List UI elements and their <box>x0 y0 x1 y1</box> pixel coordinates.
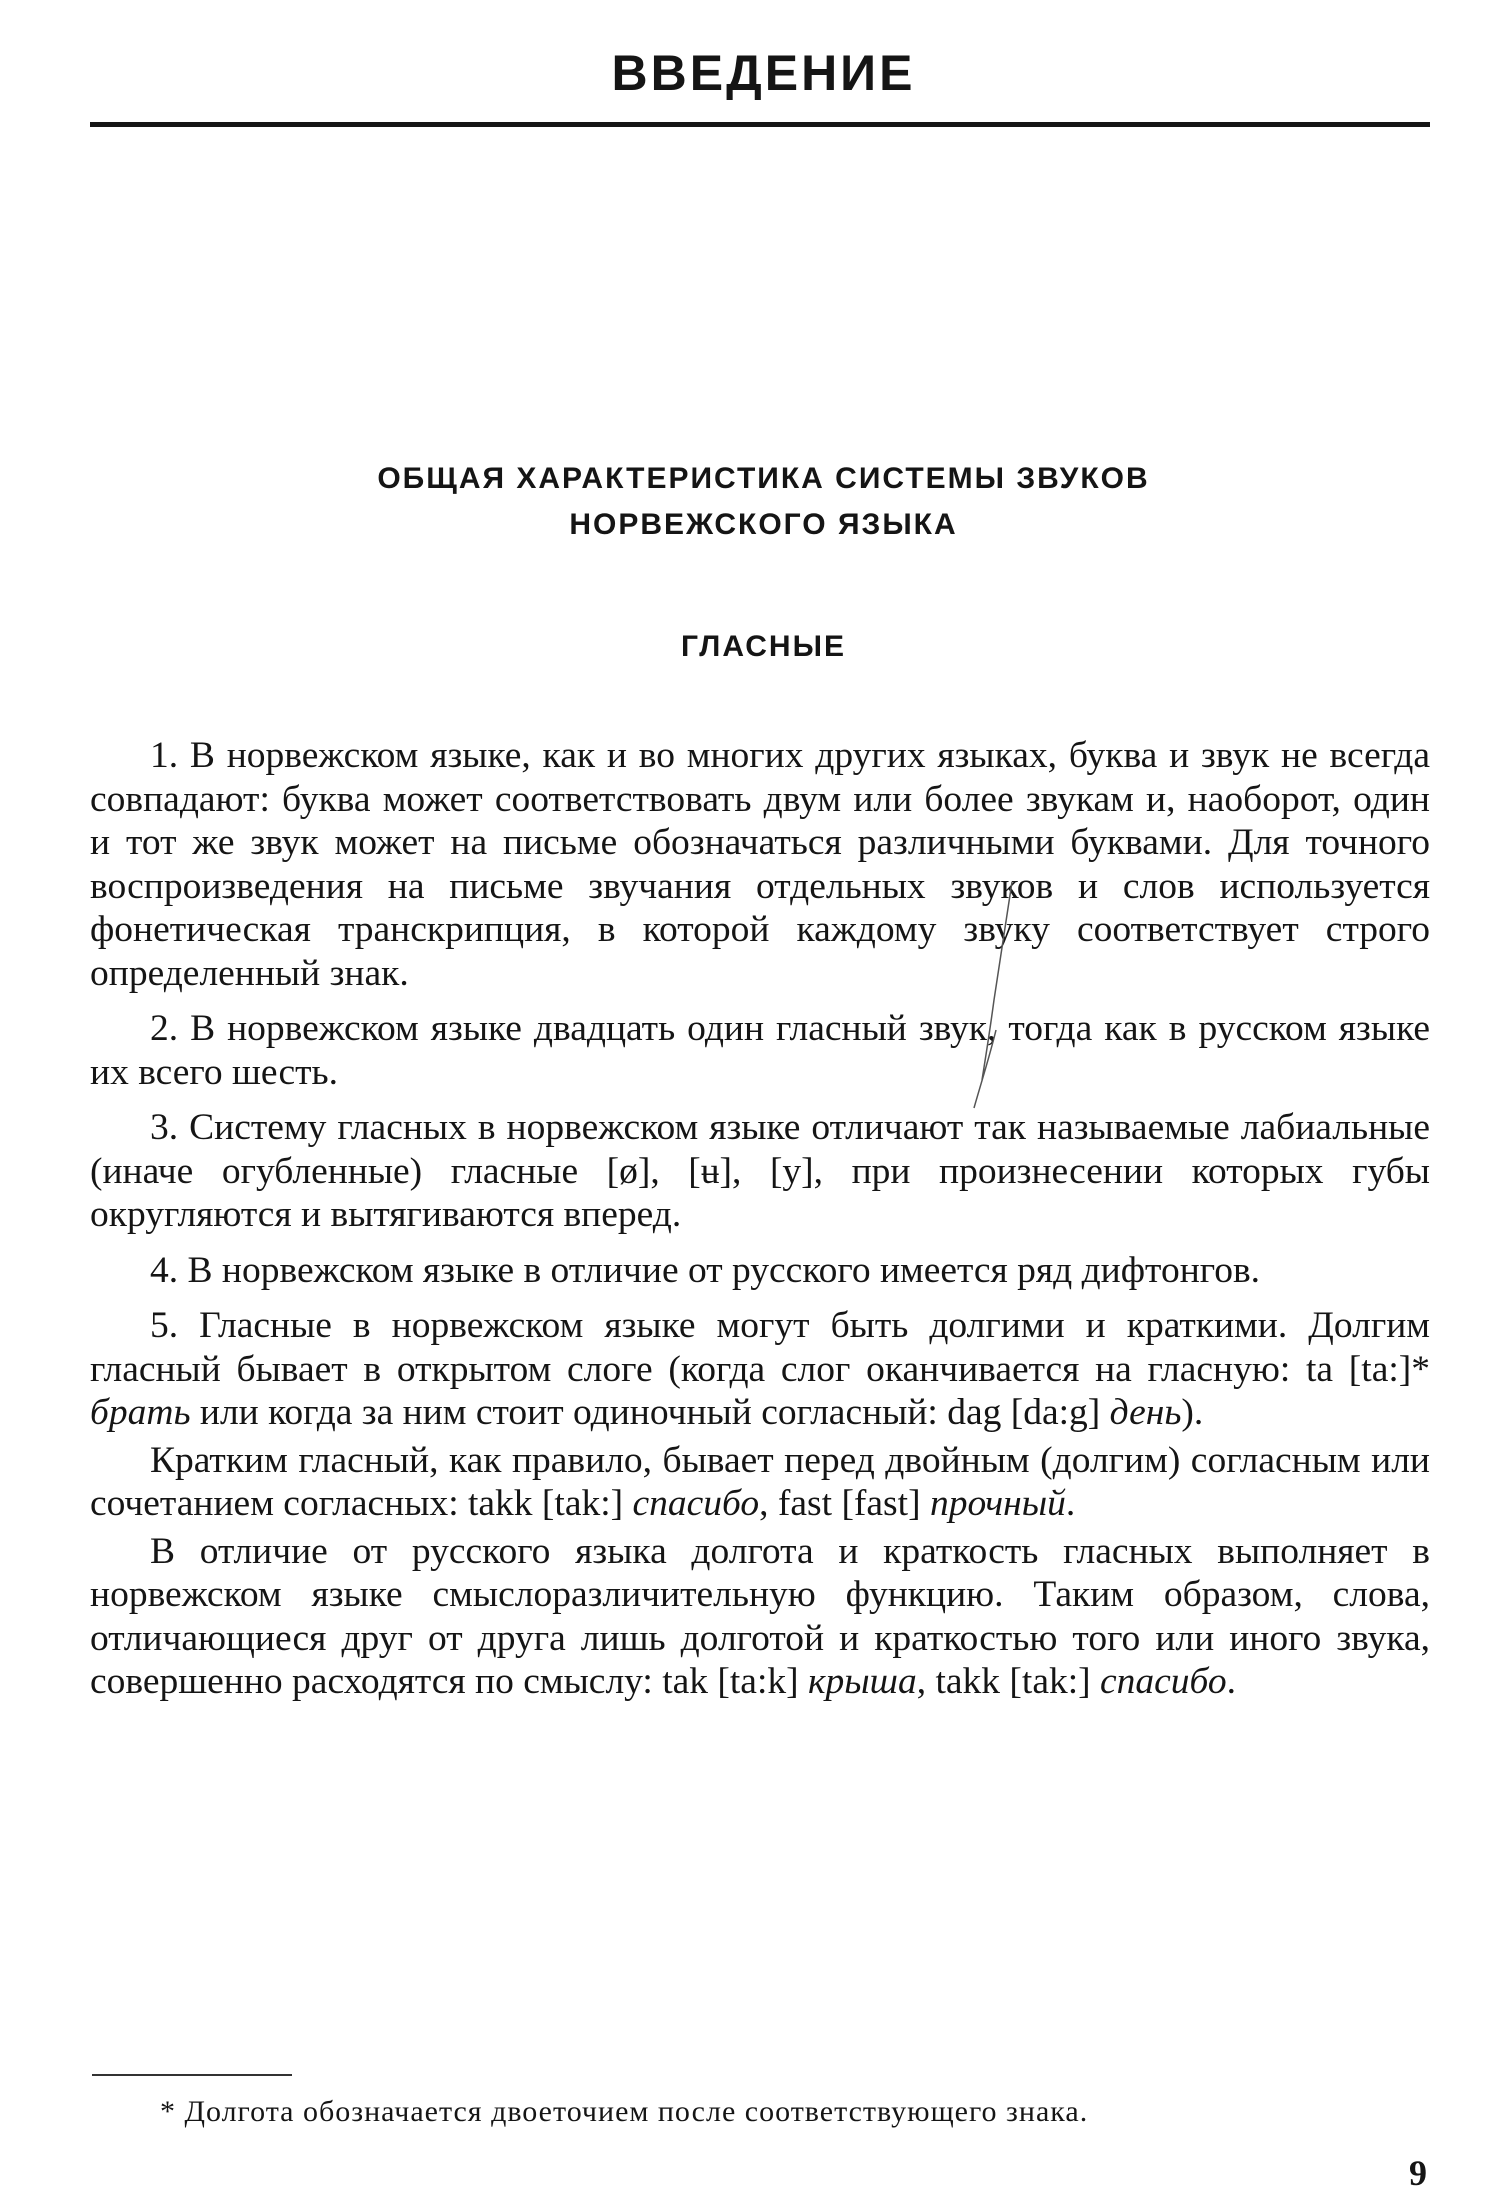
paragraph-6 <box>90 1439 1430 1526</box>
title-rule <box>90 122 1430 127</box>
paragraph-5-text-3: ). <box>1181 1392 1204 1433</box>
paragraph-5-example-2: день <box>1109 1392 1182 1433</box>
paragraph-4: 4. В норвежском языке в отличие от русского имеется ряд дифтонгов. <box>150 1249 1261 1291</box>
pencil-mark-annotation <box>960 880 1020 1110</box>
paragraph-6-text-3: . <box>1065 1483 1076 1524</box>
body-text <box>90 734 1430 1716</box>
chapter-title: ВВЕДЕНИЕ <box>611 45 916 101</box>
section-title-line2: НОРВЕЖСКОГО ЯЗЫКА <box>569 508 958 541</box>
paragraph-6-text-2: , fast [fast] <box>759 1483 930 1524</box>
paragraph-2: 2. В норвежском языке двадцать один гласный звук, тогда как в русском языке их всего шесть. <box>90 1008 1430 1093</box>
paragraph-6-example-2: прочный <box>929 1483 1066 1524</box>
paragraph-7-text-3: . <box>1226 1661 1237 1702</box>
paragraph-3: 3. Систему гласных в норвежском языке отличают так называемые лабиальные (иначе огубленные) гласные [ø], [ʉ], [y], при произнесении которых губы округляются и вытягиваются вперед. <box>90 1107 1430 1235</box>
paragraph-6-text-1: Кратким гласный, как правило, бывает перед двойным (долгим) согласным или сочетанием согласных: takk [tak:] <box>90 1439 1430 1524</box>
paragraph-7-example-1: крыша <box>807 1661 917 1702</box>
paragraph-5-text-1: 5. Гласные в норвежском языке могут быть долгими и краткими. Долгим гласный бывает в открытом слоге (когда слог оканчивается на гласную: ta [ta:]* <box>90 1305 1430 1390</box>
paragraph-7-text-2: , takk [tak:] <box>916 1661 1101 1702</box>
section-title-line1: ОБЩАЯ ХАРАКТЕРИСТИКА СИСТЕМЫ ЗВУКОВ <box>377 462 1150 495</box>
section-title <box>0 456 1497 548</box>
page-number: 9 <box>1409 2153 1427 2193</box>
footnote-rule <box>92 2074 292 2076</box>
paragraph-7-text-1: В отличие от русского языка долгота и краткость гласных выполняет в норвежском языке смыслоразличительную функцию. Таким образом, слова, отличающиеся друг от друга лишь долготой и краткостью того или иного звука, совершенно расходятся по смыслу: tak [ta:k] <box>90 1530 1430 1702</box>
footnote: * Долгота обозначается двоеточием после соответствующего знака. <box>160 2095 1089 2128</box>
paragraph-6-example-1: спасибо <box>632 1483 760 1524</box>
paragraph-1: 1. В норвежском языке, как и во многих других языках, буква и звук не всегда совпадают: буква может соответствовать двум или более звукам и, наоборот, один и тот же звук может на письме обозначаться различными буквами. Для точного воспроизведения на письме звучания отдельных звуков и слов используется фонетическая транскрипция, в которой каждому звуку соответствует строго определенный знак. <box>90 735 1430 994</box>
paragraph-7-example-2: спасибо <box>1100 1661 1227 1702</box>
paragraph-5-example-1: брать <box>90 1392 191 1433</box>
paragraph-5 <box>90 1304 1430 1435</box>
subsection-title: ГЛАСНЫЕ <box>681 630 846 663</box>
paragraph-5-text-2: или когда за ним стоит одиночный согласный: dag [da:g] <box>190 1392 1110 1433</box>
paragraph-7 <box>90 1530 1430 1704</box>
